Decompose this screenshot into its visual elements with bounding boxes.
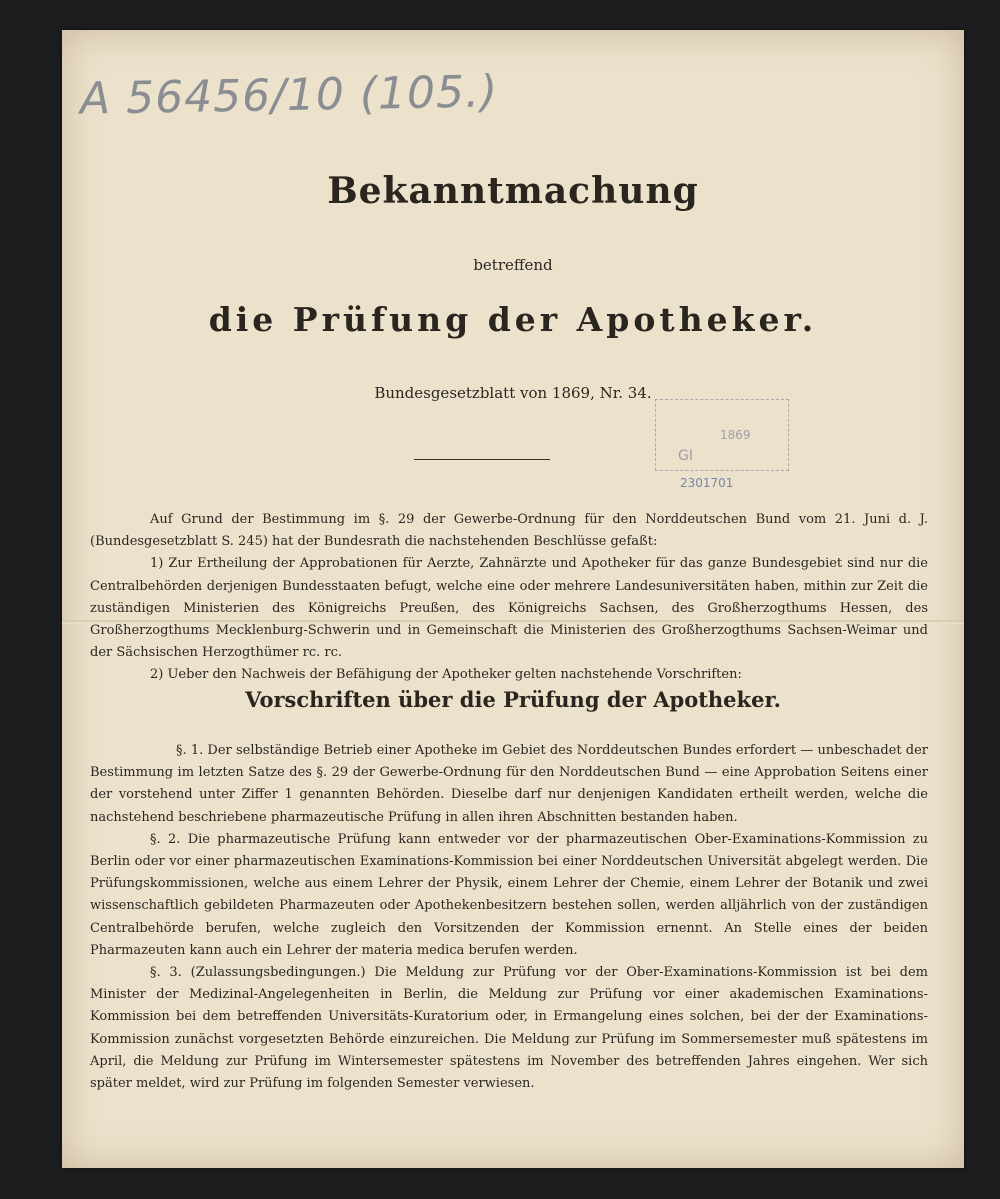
stamp-year: 1869 [720, 428, 751, 442]
library-stamp [655, 399, 789, 471]
document-title: Bekanntmachung [327, 170, 699, 212]
paragraph-3: §. 3. (Zulassungsbedingungen.) Die Meldung zur Prüfung vor der Ober-Examinations-Kommission ist bei dem Minister der Medizinal-Angelegenheiten in Berlin, die Meldung zur Prüfung vor einer akademischen Examinations-Kommission bei dem betreffenden Universitäts-Kuratorium oder, in Ermangelung eines solchen, bei der der Examinations-Kommission zunächst vorgesetzten Behörde einzureichen. Die Meldung zur Prüfung im Sommersemester muß spätestens im April, die Meldung zur Prüfung im Wintersemester spätestens im November des betreffenden Jahres eingehen. Wer sich später meldet, wird zur Prüfung im folgenden Semester verwiesen. [90, 965, 928, 1092]
document-page [62, 30, 964, 1168]
stamp-code: GI [678, 448, 693, 464]
intro-paragraph: Auf Grund der Bestimmung im §. 29 der Gewerbe-Ordnung für den Norddeutschen Bund vom 21. Juni d. J. (Bundesgesetzblatt S. 245) hat der Bundesrath die nachstehenden Beschlüsse gefaßt: [90, 512, 928, 550]
rules-section [90, 740, 928, 1095]
ink-number: 2301701 [680, 476, 734, 490]
document-subtitle: betreffend [473, 256, 553, 274]
gazette-reference: Bundesgesetzblatt von 1869, Nr. 34. [374, 384, 652, 402]
intro-item-2: 2) Ueber den Nachweis der Befähigung der Apotheker gelten nachstehende Vorschriften: [150, 667, 742, 683]
intro-item-1: 1) Zur Ertheilung der Approbationen für Aerzte, Zahnärzte und Apotheker für das ganze Bundesgebiet sind nur die Centralbehörden derjenigen Bundesstaaten befugt, welche eine oder mehrere Landesuniversitäten haben, mithin zur Zeit die zuständigen Ministerien des Königreichs Preußen, des Königreichs Sachsen, des Großherzogthums Hessen, des Großherzogthums Mecklenburg-Schwerin und in Gemeinschaft die Ministerien des Großherzogthums Sachsen-Weimar und der Sächsischen Herzogthümer rc. rc. [90, 556, 928, 661]
intro-section [90, 509, 928, 687]
paragraph-2: §. 2. Die pharmazeutische Prüfung kann entweder vor der pharmazeutischen Ober-Examinations-Kommission zu Berlin oder vor einer pharmazeutischen Examinations-Kommission bei einer Norddeutschen Universität abgelegt werden. Die Prüfungskommissionen, welche aus einem Lehrer der Physik, einem Lehrer der Chemie, einem Lehrer der Botanik und zwei wissenschaftlich gebildeten Pharmazeuten oder Apothekenbesitzern bestehen sollen, werden alljährlich von der zuständigen Centralbehörde berufen, welche zugleich den Vorsitzenden der Kommission ernennt. An Stelle eines der beiden Pharmazeuten kann auch ein Lehrer der materia medica berufen werden. [90, 831, 928, 958]
section-title: Vorschriften über die Prüfung der Apotheker. [245, 687, 781, 712]
paragraph-1: §. 1. Der selbständige Betrieb einer Apotheke im Gebiet des Norddeutschen Bundes erfordert — unbeschadet der Bestimmung im letzten Satze des §. 29 der Gewerbe-Ordnung für den Norddeutschen Bund — eine Approbation Seitens einer der vorstehend unter Ziffer 1 genannten Behörden. Dieselbe darf nur denjenigen Kandidaten ertheilt werden, welche die nachstehend beschriebene pharmazeutische Prüfung in allen ihren Abschnitten bestanden haben. [90, 743, 928, 825]
document-title-2: die Prüfung der Apotheker. [208, 300, 818, 339]
handwritten-catalog-note: A 56456/10 (105.) [79, 66, 499, 125]
divider-rule [414, 459, 550, 460]
